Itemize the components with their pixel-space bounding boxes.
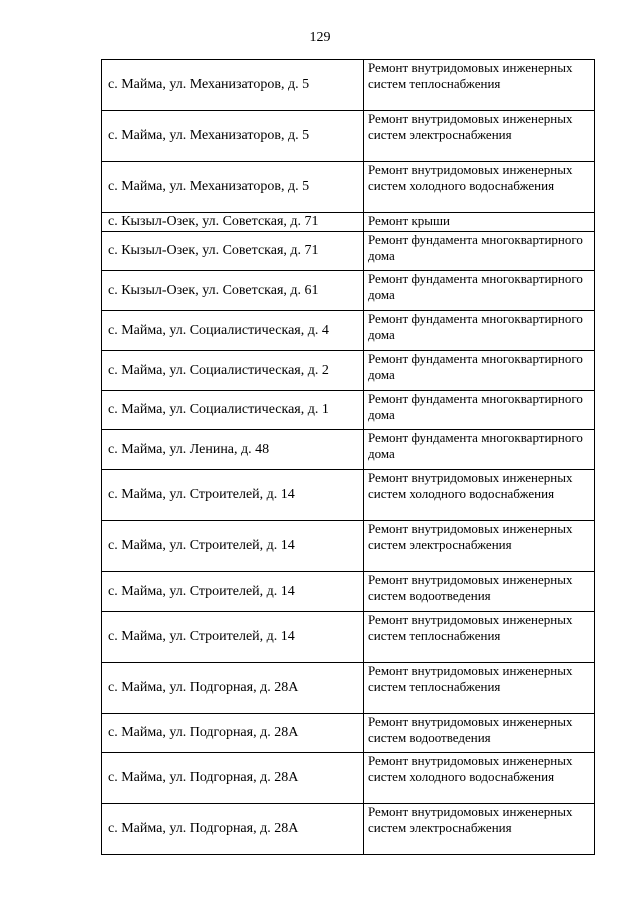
work-type-cell: Ремонт внутридомовых инженерных систем теплоснабжения [364, 663, 595, 714]
work-type-cell: Ремонт внутридомовых инженерных систем теплоснабжения [364, 60, 595, 111]
address-cell: с. Майма, ул. Подгорная, д. 28А [102, 663, 364, 714]
work-type-cell: Ремонт фундамента многоквартирного дома [364, 271, 595, 311]
table-row [102, 572, 595, 612]
address-cell: с. Майма, ул. Строителей, д. 14 [102, 470, 364, 521]
address-cell: с. Майма, ул. Строителей, д. 14 [102, 612, 364, 663]
address-cell: с. Майма, ул. Механизаторов, д. 5 [102, 60, 364, 111]
address-cell: с. Майма, ул. Социалистическая, д. 1 [102, 391, 364, 430]
work-type-cell: Ремонт внутридомовых инженерных систем электроснабжения [364, 111, 595, 162]
work-type-cell: Ремонт фундамента многоквартирного дома [364, 351, 595, 391]
work-type-cell: Ремонт фундамента многоквартирного дома [364, 430, 595, 470]
work-type-cell: Ремонт внутридомовых инженерных систем электроснабжения [364, 521, 595, 572]
work-type-cell: Ремонт внутридомовых инженерных систем водоотведения [364, 714, 595, 753]
table-row [102, 430, 595, 470]
table-row [102, 753, 595, 804]
table-row [102, 351, 595, 391]
address-cell: с. Кызыл-Озек, ул. Советская, д. 71 [102, 213, 364, 232]
repair-works-table [101, 59, 595, 855]
table-row [102, 612, 595, 663]
work-type-cell: Ремонт фундамента многоквартирного дома [364, 311, 595, 351]
work-type-cell: Ремонт внутридомовых инженерных систем электроснабжения [364, 804, 595, 855]
work-type-cell: Ремонт внутридомовых инженерных систем теплоснабжения [364, 612, 595, 663]
table-row [102, 521, 595, 572]
work-type-cell: Ремонт крыши [364, 213, 595, 232]
work-type-cell: Ремонт фундамента многоквартирного дома [364, 232, 595, 271]
work-type-cell: Ремонт внутридомовых инженерных систем водоотведения [364, 572, 595, 612]
table-row [102, 271, 595, 311]
address-cell: с. Кызыл-Озек, ул. Советская, д. 61 [102, 271, 364, 311]
address-cell: с. Майма, ул. Подгорная, д. 28А [102, 753, 364, 804]
address-cell: с. Майма, ул. Ленина, д. 48 [102, 430, 364, 470]
table-row [102, 111, 595, 162]
address-cell: с. Майма, ул. Механизаторов, д. 5 [102, 162, 364, 213]
work-type-cell: Ремонт фундамента многоквартирного дома [364, 391, 595, 430]
address-cell: с. Майма, ул. Подгорная, д. 28А [102, 714, 364, 753]
table-row [102, 663, 595, 714]
table-row [102, 714, 595, 753]
table-row [102, 391, 595, 430]
table-row [102, 804, 595, 855]
address-cell: с. Кызыл-Озек, ул. Советская, д. 71 [102, 232, 364, 271]
table-row [102, 60, 595, 111]
address-cell: с. Майма, ул. Социалистическая, д. 4 [102, 311, 364, 351]
address-cell: с. Майма, ул. Подгорная, д. 28А [102, 804, 364, 855]
table-row [102, 213, 595, 232]
address-cell: с. Майма, ул. Строителей, д. 14 [102, 521, 364, 572]
table-row [102, 162, 595, 213]
address-cell: с. Майма, ул. Социалистическая, д. 2 [102, 351, 364, 391]
address-cell: с. Майма, ул. Механизаторов, д. 5 [102, 111, 364, 162]
work-type-cell: Ремонт внутридомовых инженерных систем холодного водоснабжения [364, 753, 595, 804]
work-type-cell: Ремонт внутридомовых инженерных систем холодного водоснабжения [364, 470, 595, 521]
work-type-cell: Ремонт внутридомовых инженерных систем холодного водоснабжения [364, 162, 595, 213]
address-cell: с. Майма, ул. Строителей, д. 14 [102, 572, 364, 612]
table-row [102, 470, 595, 521]
table-row [102, 232, 595, 271]
page-number: 129 [309, 30, 331, 45]
table-row [102, 311, 595, 351]
